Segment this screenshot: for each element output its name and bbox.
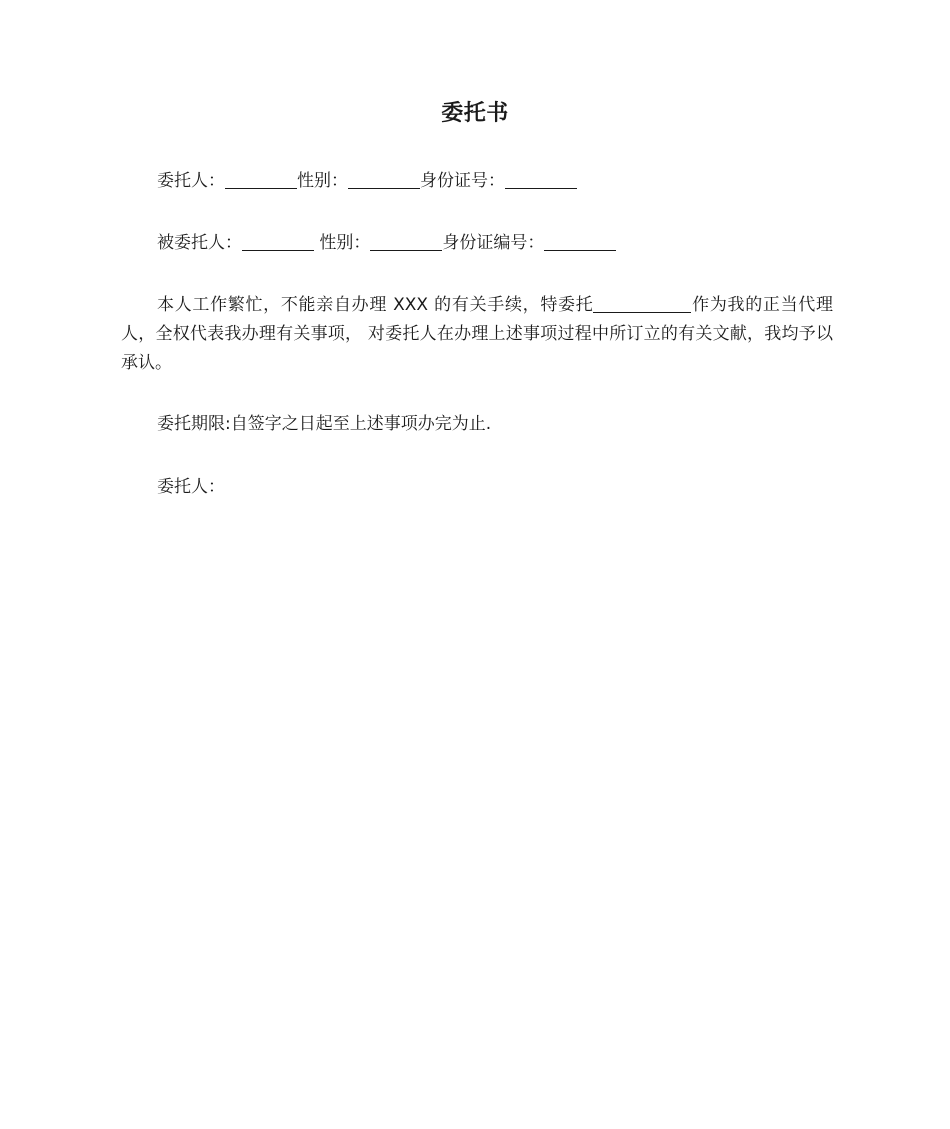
principal-name-label: 委托人： bbox=[157, 171, 225, 191]
agent-info-line bbox=[121, 229, 840, 258]
delegation-text-part1: 本人工作繁忙，不能亲自办理 XXX 的有关手续，特委托 bbox=[157, 295, 594, 315]
agent-name-blank bbox=[242, 232, 314, 251]
agent-id-blank bbox=[544, 232, 616, 251]
principal-name-blank bbox=[225, 170, 297, 189]
signature-label: 委托人： bbox=[157, 477, 225, 497]
principal-gender-label: 性别： bbox=[297, 171, 348, 191]
principal-id-blank bbox=[505, 170, 577, 189]
agent-name-label: 被委托人： bbox=[157, 233, 242, 253]
delegation-text-part2: 作为我的正当代理人，全权代表我办理有关事项， 对委托人在办理上述事项过程中所订立的有关文献，我均予以承认。 bbox=[121, 295, 833, 373]
principal-id-label: 身份证号： bbox=[420, 171, 505, 191]
agent-gender-label: 性别： bbox=[314, 233, 371, 253]
delegation-term: 委托期限:自签字之日起至上述事项办完为止. bbox=[157, 414, 492, 434]
principal-gender-blank bbox=[348, 170, 420, 189]
agent-gender-blank bbox=[370, 232, 442, 251]
document-title: 委托书 bbox=[441, 101, 509, 126]
delegate-name-blank bbox=[593, 294, 691, 313]
delegation-paragraph bbox=[121, 291, 833, 378]
principal-info-line bbox=[121, 167, 840, 196]
agent-id-label: 身份证编号： bbox=[442, 233, 545, 253]
